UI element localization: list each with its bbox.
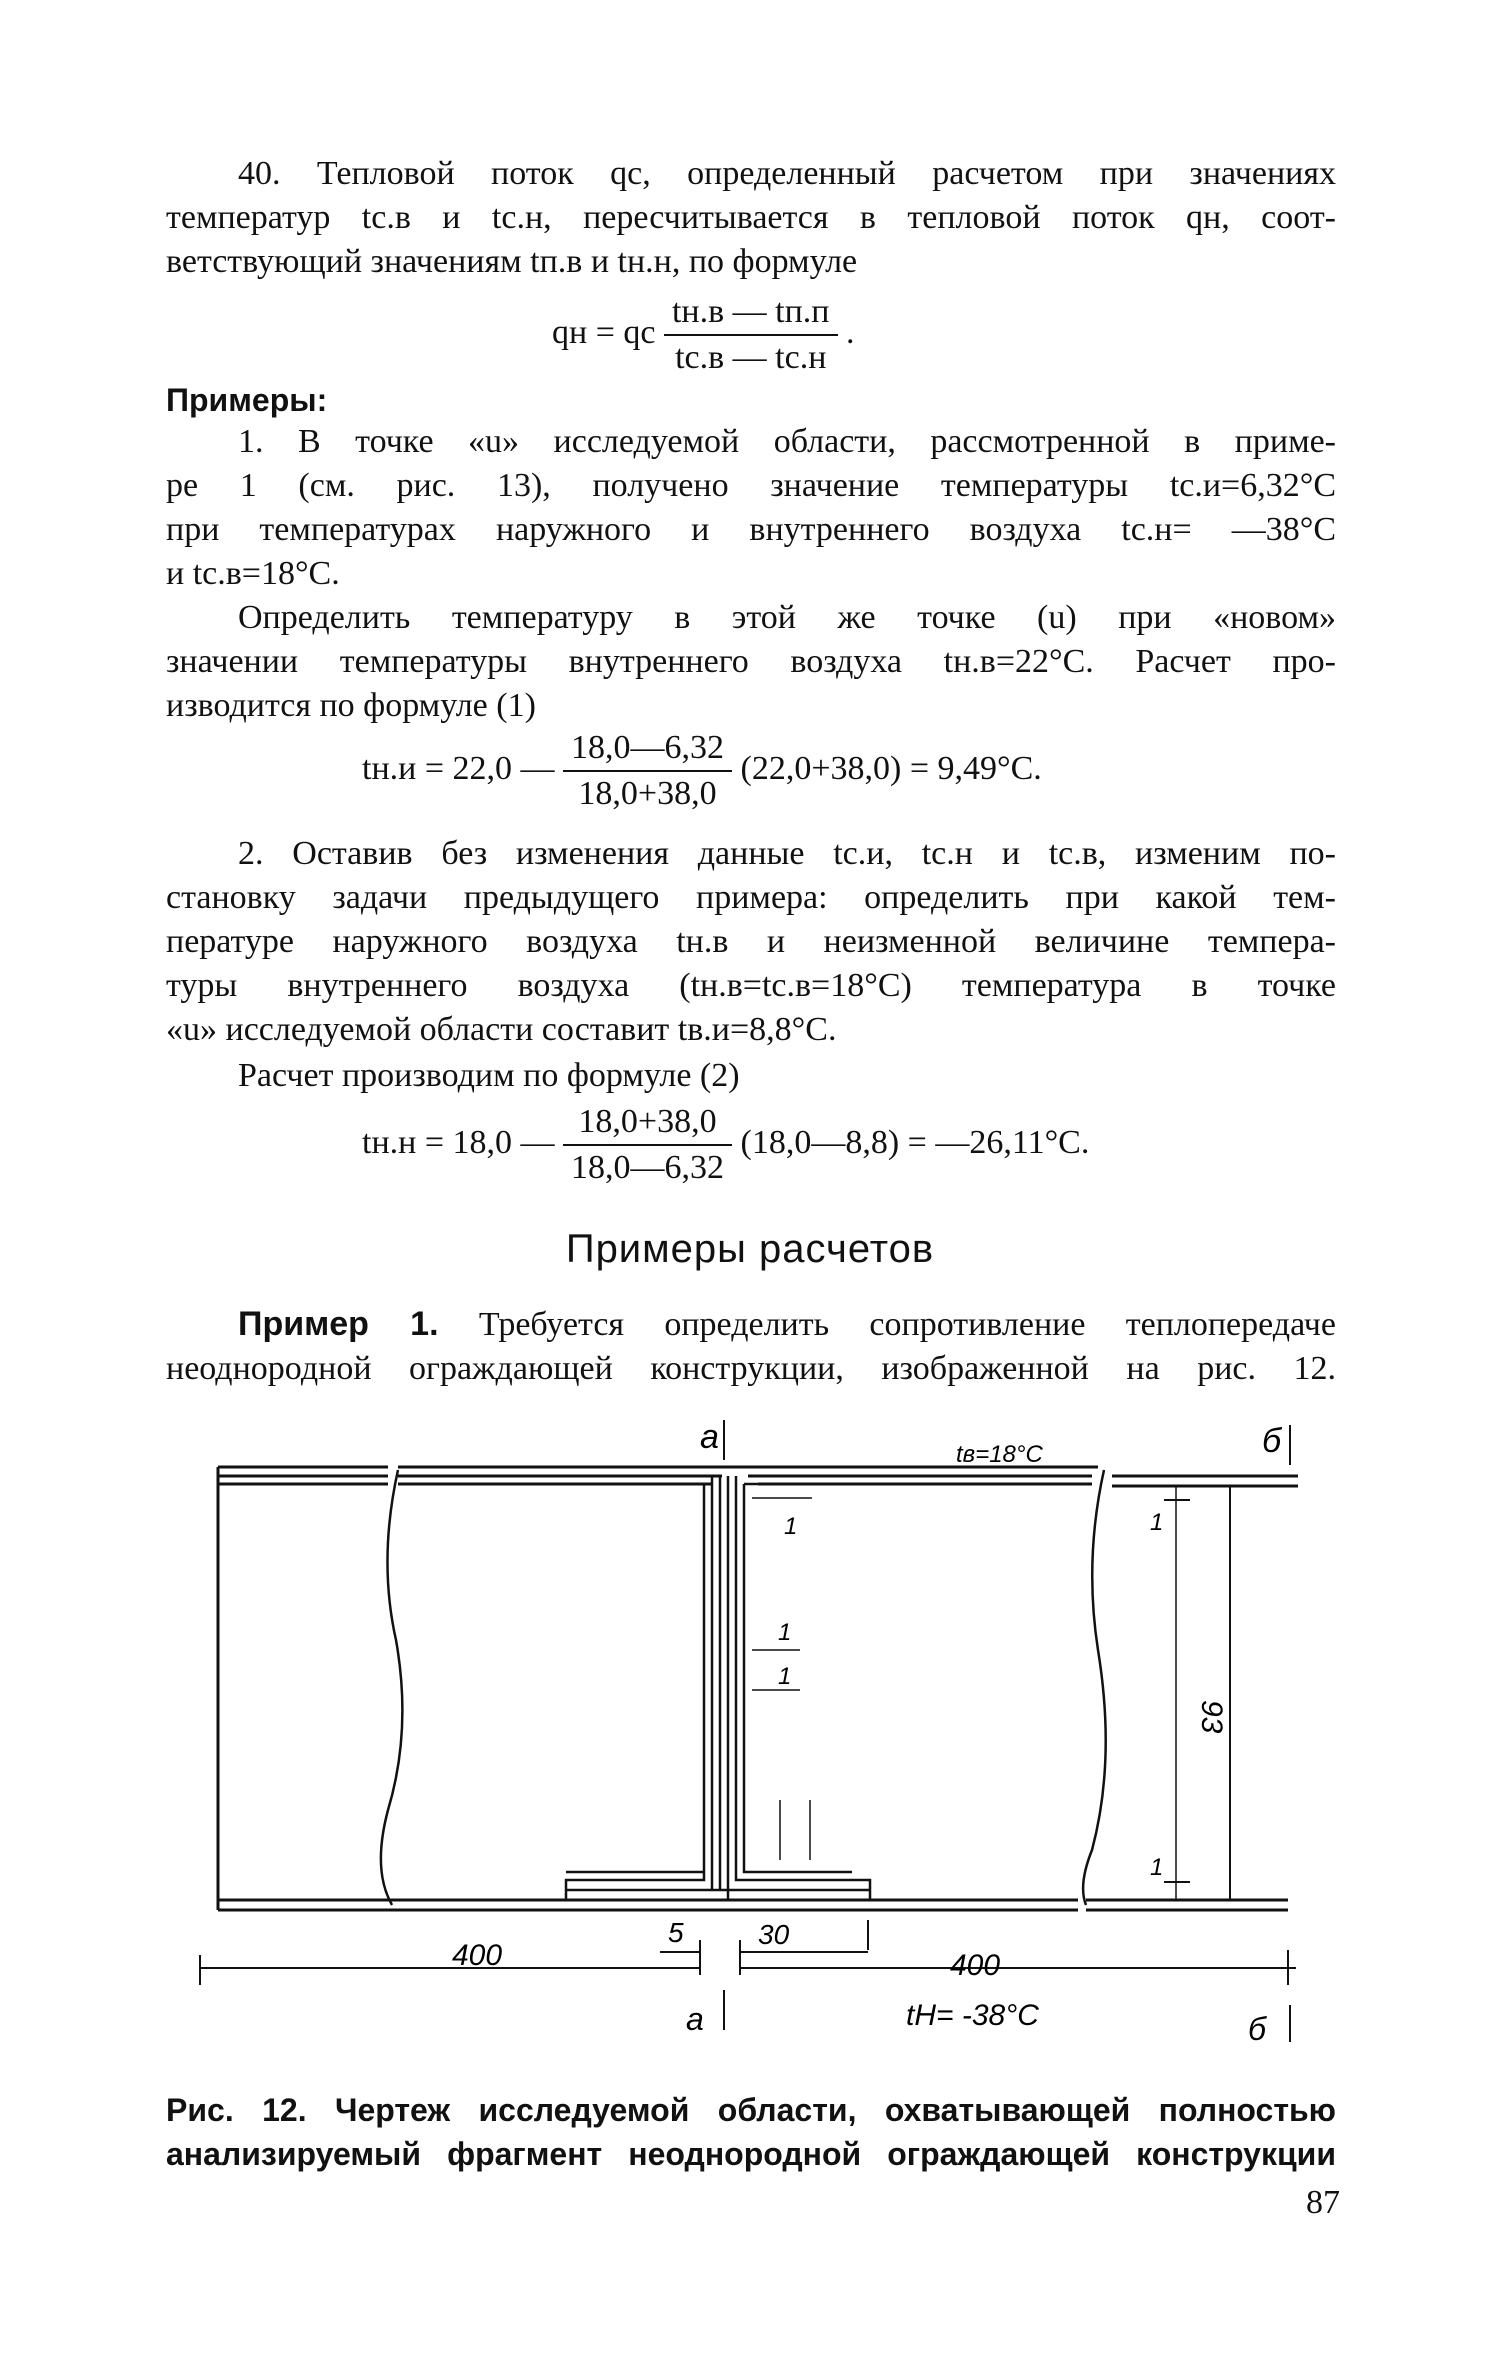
dimension-label-30: 30	[758, 1919, 790, 1950]
outer-temperature-label: tН= -38°С	[906, 1999, 1039, 2032]
formula-tail: (22,0+38,0) = 9,49°С.	[740, 749, 1042, 787]
text-line: изводится по формуле (1)	[166, 687, 536, 724]
dimension-label-1: 1	[1150, 1509, 1164, 1536]
example-2-continuation: Расчет производим по формуле (2)	[238, 1057, 740, 1094]
formula-numerator: tн.в — tп.п	[664, 292, 838, 336]
break-line-right	[1083, 1470, 1106, 1905]
text-line: ветствующий значениям tп.в и tн.н, по формуле	[166, 243, 858, 280]
text-line: неоднородной ограждающей конструкции, изображенной на рис. 12.	[166, 1350, 1336, 1387]
section-heading: Примеры расчетов	[565, 1227, 935, 1271]
text-line: температур tс.в и tс.н, пересчитывается в тепловой поток qн, соот-	[166, 199, 1336, 236]
text-line: 2. Оставив без изменения данные tс.и, tс.н и tс.в, изменим по-	[238, 835, 1336, 872]
paragraph-40	[166, 152, 1336, 284]
caption-line: анализируемый фрагмент неоднородной ограждающей конструкции	[166, 2136, 1336, 2172]
profile-right-outer	[744, 1484, 852, 1872]
example-1-text	[166, 420, 1336, 596]
dimension-label-1: 1	[784, 1513, 798, 1540]
break-line-left	[381, 1470, 403, 1905]
formula-tail: (18,0—8,8) = —26,11°С.	[740, 1123, 1090, 1161]
section-label-b-bottom: б	[1248, 2011, 1266, 2047]
formula-lhs: qн = qс	[552, 313, 656, 351]
example-2-text	[166, 832, 1336, 1052]
figure-12-drawing	[0, 1400, 1500, 2080]
example-1-continuation	[166, 596, 1336, 728]
section-label-a-top: a	[700, 1418, 719, 1456]
text-line: становку задачи предыдущего примера: определить при какой тем-	[166, 879, 1336, 916]
text-line	[166, 1302, 1336, 1347]
formula-denominator: tс.в — tс.н	[675, 339, 827, 376]
text-line: 1. В точке «u» исследуемой области, рассмотренной в приме-	[238, 423, 1336, 460]
formula-denominator: 18,0+38,0	[578, 775, 717, 812]
text-line: Определить температуру в этой же точке (u) при «новом»	[238, 599, 1336, 636]
example-label: Пример 1.	[238, 1305, 439, 1343]
dimension-label-5: 5	[668, 1917, 684, 1948]
caption-line: Рис. 12. Чертеж исследуемой области, охватывающей полностью	[166, 2092, 1336, 2128]
section-label-b-top: б	[1262, 1422, 1282, 1460]
formula-tail: .	[846, 313, 855, 351]
formula-denominator: 18,0—6,32	[571, 1149, 725, 1186]
dimension-label-400-right: 400	[950, 1949, 1001, 1982]
text-line: туры внутреннего воздуха (tн.в=tс.в=18°С) температура в точке	[166, 967, 1336, 1004]
formula-example-1	[362, 728, 1042, 814]
text-line: и tс.в=18°С.	[166, 555, 340, 592]
figure-caption	[166, 2088, 1336, 2176]
formula-heat-flux	[552, 292, 855, 378]
formula-fraction	[664, 292, 838, 378]
dimension-label-1: 1	[778, 1663, 792, 1690]
calc-example-1	[166, 1302, 1336, 1391]
page-number: 87	[1306, 2184, 1340, 2221]
formula-fraction	[563, 728, 732, 814]
dimension-label-400-left: 400	[452, 1939, 503, 1972]
text-segment: Требуется определить сопротивление теплопередаче	[438, 1306, 1336, 1343]
text-line: ре 1 (см. рис. 13), получено значение температуры tс.и=6,32°С	[166, 467, 1336, 504]
text-line: значении температуры внутреннего воздуха tн.в=22°С. Расчет про-	[166, 643, 1336, 680]
examples-label: Примеры:	[166, 382, 328, 418]
text-line: «u» исследуемой области составит tв.и=8,8°С.	[166, 1011, 837, 1048]
profile-left-outer	[596, 1476, 712, 1890]
dimension-label-1: 1	[1150, 1854, 1164, 1881]
formula-lhs: tн.н = 18,0 —	[362, 1123, 555, 1161]
text-line: пературе наружного воздуха tн.в и неизменной величине темпера-	[166, 923, 1336, 960]
profile-right-inner	[736, 1476, 870, 1900]
dimension-label-93: 93	[1195, 1700, 1228, 1734]
text-line: при температурах наружного и внутреннего воздуха tс.н= —38°С	[166, 511, 1336, 548]
text-line: 40. Тепловой поток qс, определенный расчетом при значениях	[238, 155, 1336, 192]
inner-temperature-label: tв=18°С	[956, 1441, 1043, 1468]
formula-numerator: 18,0—6,32	[563, 728, 732, 772]
formula-numerator: 18,0+38,0	[563, 1102, 732, 1146]
profile-left-inner	[566, 1484, 704, 1900]
formula-lhs: tн.и = 22,0 —	[362, 749, 555, 787]
formula-fraction	[563, 1102, 732, 1188]
formula-example-2	[362, 1102, 1089, 1188]
dimension-label-1: 1	[778, 1619, 792, 1646]
section-label-a-bottom: a	[686, 2001, 704, 2037]
